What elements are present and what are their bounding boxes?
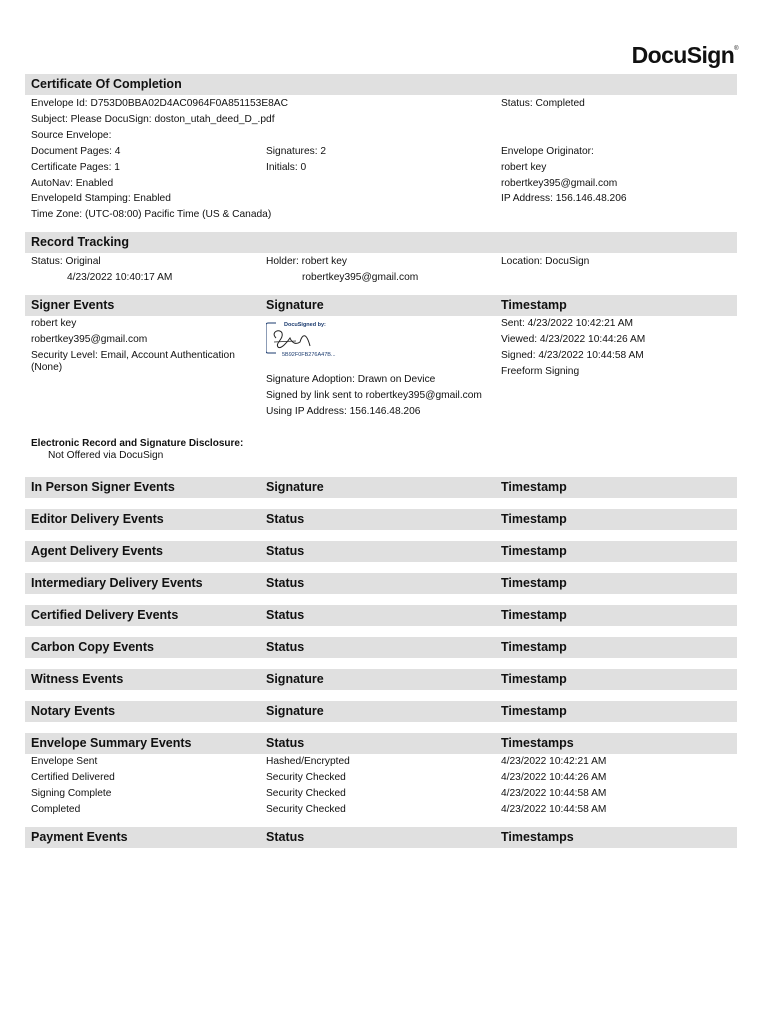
originator-name: robert key — [501, 162, 547, 173]
summary-timestamp: 4/23/2022 10:44:58 AM — [501, 788, 607, 799]
docusign-logo — [632, 42, 738, 69]
signature-column-header: Signature — [266, 298, 324, 312]
section-column-header: Status — [266, 544, 305, 558]
signer-events-bar — [25, 295, 737, 316]
section-bar — [25, 605, 737, 626]
section-column-header: Status — [266, 640, 305, 654]
section-bar — [25, 669, 737, 690]
using-ip-address: Using IP Address: 156.146.48.206 — [266, 406, 421, 417]
envelope-summary-header: Envelope Summary Events — [31, 736, 192, 750]
summary-status: Security Checked — [266, 788, 346, 799]
section-title: Intermediary Delivery Events — [31, 576, 203, 590]
signer-events-header: Signer Events — [31, 298, 115, 312]
signatures-count: Signatures: 2 — [266, 146, 327, 157]
holder: Holder: robert key — [266, 256, 347, 267]
certificate-pages: Certificate Pages: 1 — [31, 162, 120, 173]
section-column-header: Status — [266, 512, 305, 526]
time-zone: Time Zone: (UTC-08:00) Pacific Time (US & Canada) — [31, 209, 272, 220]
signature-adoption: Signature Adoption: Drawn on Device — [266, 374, 436, 385]
section-column-header: Signature — [266, 480, 324, 494]
originator-label: Envelope Originator: — [501, 146, 594, 157]
location: Location: DocuSign — [501, 256, 590, 267]
record-tracking-bar — [25, 232, 737, 253]
section-title: Editor Delivery Events — [31, 512, 164, 526]
section-column-header: Status — [266, 608, 305, 622]
originator-ip: IP Address: 156.146.48.206 — [501, 193, 627, 204]
certificate-header-bar — [25, 74, 737, 95]
signed-timestamp: Signed: 4/23/2022 10:44:58 AM — [501, 350, 644, 361]
record-tracking-header: Record Tracking — [31, 235, 129, 249]
section-bar — [25, 573, 737, 594]
summary-status-header: Status — [266, 736, 305, 750]
trademark-mark: ® — [734, 46, 738, 52]
section-title: Notary Events — [31, 704, 116, 718]
signer-name: robert key — [31, 318, 77, 329]
section-timestamp-header: Timestamp — [501, 480, 567, 494]
viewed-timestamp: Viewed: 4/23/2022 10:44:26 AM — [501, 334, 646, 345]
summary-timestamp: 4/23/2022 10:44:58 AM — [501, 804, 607, 815]
originator-email: robertkey395@gmail.com — [501, 178, 618, 189]
section-bar — [25, 637, 737, 658]
section-column-header: Signature — [266, 672, 324, 686]
summary-timestamps-header: Timestamps — [501, 736, 574, 750]
security-level: Security Level: Email, Account Authentication — [31, 350, 235, 361]
envelopeid-stamping: EnvelopeId Stamping: Enabled — [31, 193, 171, 204]
freeform-signing: Freeform Signing — [501, 366, 580, 377]
envelope-status: Status: Completed — [501, 98, 585, 109]
section-bar — [25, 701, 737, 722]
summary-event: Envelope Sent — [31, 756, 98, 767]
section-title: Agent Delivery Events — [31, 544, 163, 558]
section-title: Carbon Copy Events — [31, 640, 154, 654]
signature-stamp — [266, 321, 342, 357]
payment-status-header: Status — [266, 830, 305, 844]
section-column-header: Status — [266, 576, 305, 590]
initials-count: Initials: 0 — [266, 162, 307, 173]
section-bar — [25, 541, 737, 562]
section-timestamp-header: Timestamp — [501, 704, 567, 718]
summary-event: Signing Complete — [31, 788, 112, 799]
timestamp-column-header: Timestamp — [501, 298, 567, 312]
section-timestamp-header: Timestamp — [501, 672, 567, 686]
summary-timestamp: 4/23/2022 10:44:26 AM — [501, 772, 607, 783]
logo-text: DocuSign — [631, 42, 735, 68]
signed-by-link: Signed by link sent to robertkey395@gmail.com — [266, 390, 482, 401]
section-title: In Person Signer Events — [31, 480, 175, 494]
certificate-header: Certificate Of Completion — [31, 77, 182, 91]
section-timestamp-header: Timestamp — [501, 576, 567, 590]
section-bar — [25, 509, 737, 530]
disclosure-value: Not Offered via DocuSign — [48, 450, 164, 461]
summary-event: Completed — [31, 804, 81, 815]
section-timestamp-header: Timestamp — [501, 608, 567, 622]
source-envelope: Source Envelope: — [31, 130, 112, 141]
holder-email: robertkey395@gmail.com — [302, 272, 419, 283]
docusigned-by-label: DocuSigned by: — [284, 322, 326, 328]
envelope-id: Envelope Id: D753D0BBA02D4AC0964F0A851153E8AC — [31, 98, 288, 109]
summary-status: Security Checked — [266, 804, 346, 815]
section-title: Certified Delivery Events — [31, 608, 179, 622]
summary-timestamp: 4/23/2022 10:42:21 AM — [501, 756, 607, 767]
autonav: AutoNav: Enabled — [31, 178, 114, 189]
section-bar — [25, 477, 737, 498]
signer-email: robertkey395@gmail.com — [31, 334, 148, 345]
sent-timestamp: Sent: 4/23/2022 10:42:21 AM — [501, 318, 633, 329]
disclosure-title: Electronic Record and Signature Disclosure: — [31, 438, 244, 449]
subject: Subject: Please DocuSign: doston_utah_deed_D_.pdf — [31, 114, 275, 125]
section-title: Witness Events — [31, 672, 124, 686]
security-level-detail: (None) — [31, 362, 63, 373]
section-timestamp-header: Timestamp — [501, 640, 567, 654]
section-timestamp-header: Timestamp — [501, 544, 567, 558]
summary-status: Security Checked — [266, 772, 346, 783]
summary-status: Hashed/Encrypted — [266, 756, 350, 767]
record-date: 4/23/2022 10:40:17 AM — [67, 272, 173, 283]
payment-timestamps-header: Timestamps — [501, 830, 574, 844]
signature-id: 5B92F0FB276A47B... — [282, 352, 336, 358]
summary-event: Certified Delivered — [31, 772, 115, 783]
payment-events-bar — [25, 827, 737, 848]
payment-events-header: Payment Events — [31, 830, 128, 844]
section-column-header: Signature — [266, 704, 324, 718]
record-status: Status: Original — [31, 256, 101, 267]
section-timestamp-header: Timestamp — [501, 512, 567, 526]
document-pages: Document Pages: 4 — [31, 146, 121, 157]
envelope-summary-bar — [25, 733, 737, 754]
